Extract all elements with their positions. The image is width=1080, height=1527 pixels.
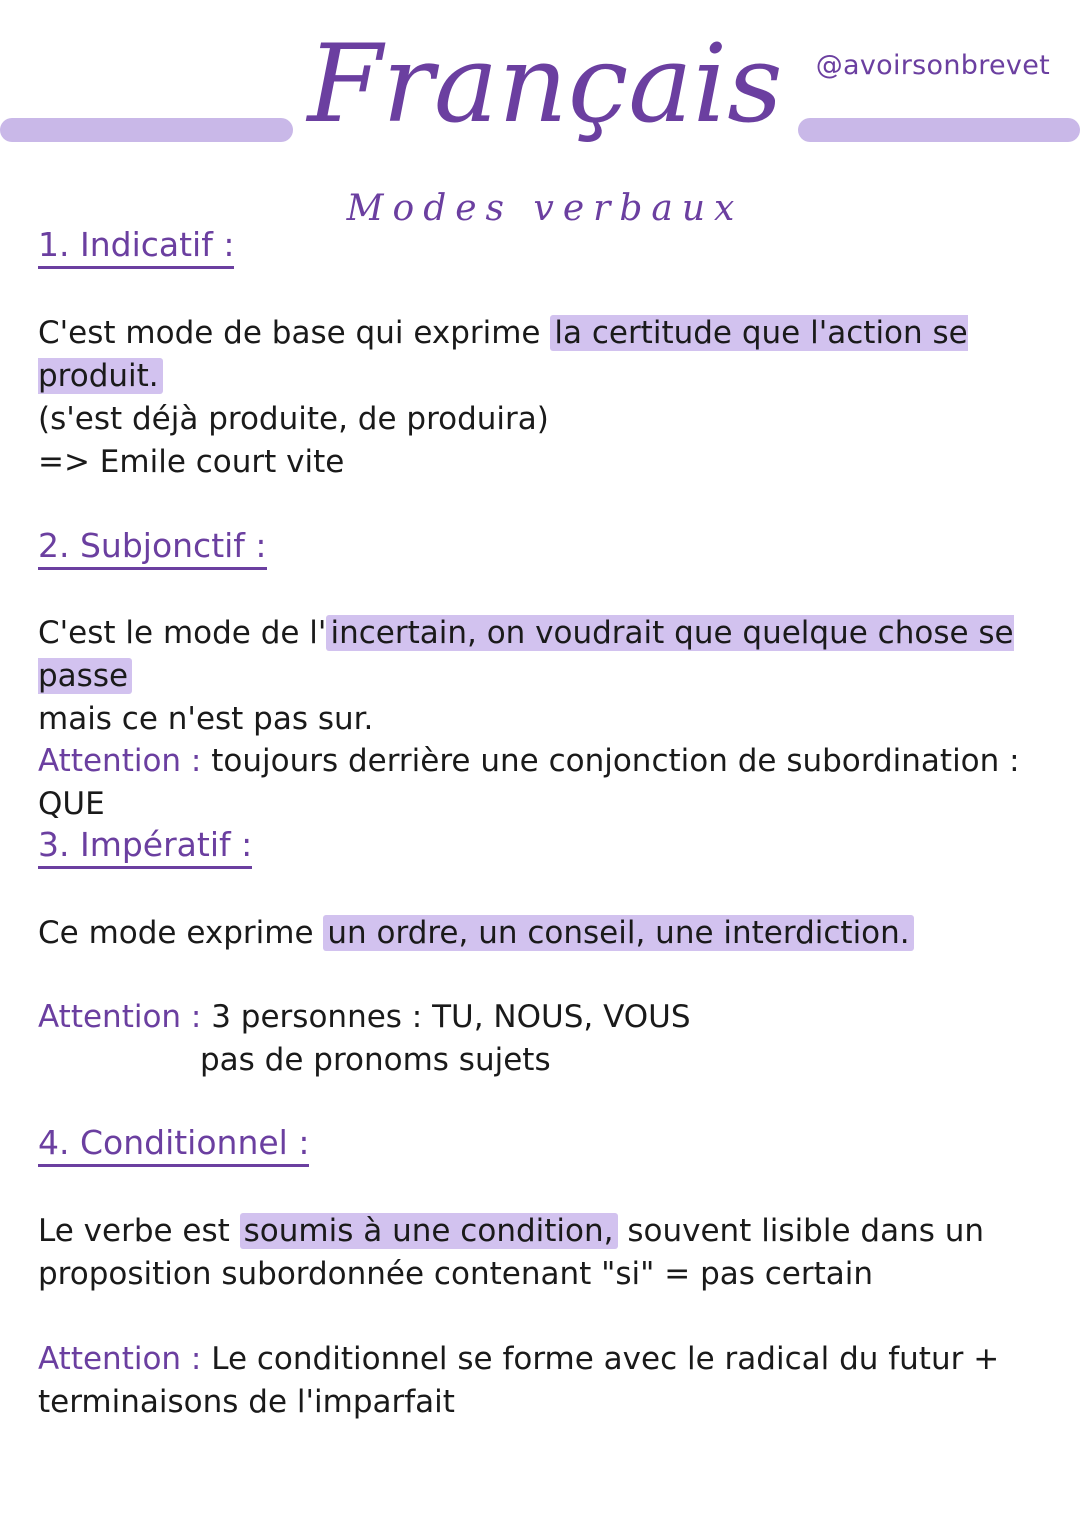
- attention-text: Le conditionnel se forme avec le radical du futur +: [201, 1341, 1000, 1377]
- body-text: proposition subordonnée contenant "si" = pas certain: [38, 1256, 874, 1292]
- body-text: souvent lisible dans un: [617, 1213, 985, 1249]
- section-heading-conditionnel: 4. Conditionnel :: [38, 1124, 309, 1167]
- header-rule-left: [0, 118, 293, 142]
- body-text: C'est le mode de l': [38, 615, 327, 651]
- highlighted-text: soumis à une condition,: [240, 1213, 618, 1249]
- body-text: Ce mode exprime: [38, 915, 324, 951]
- attention-label: Attention :: [38, 999, 202, 1035]
- body-text: mais ce n'est pas sur.: [38, 701, 374, 737]
- section-body-imperatif: [38, 912, 1040, 955]
- attention-text: 3 personnes : TU, NOUS, VOUS: [201, 999, 691, 1035]
- page-title: Français: [307, 22, 783, 147]
- body-text: (s'est déjà produite, de produira): [38, 401, 549, 437]
- page-subtitle: Modes verbaux: [346, 188, 744, 229]
- section-heading-indicatif: 1. Indicatif :: [38, 226, 234, 269]
- author-handle: @avoirsonbrevet: [815, 50, 1050, 81]
- attention-text: toujours derrière une conjonction de subordination : QUE: [38, 743, 1020, 822]
- highlighted-text: la certitude que l'action se produit.: [38, 315, 968, 394]
- attention-label: Attention :: [38, 743, 202, 779]
- section-body-indicatif: [38, 312, 1040, 441]
- attention-label: Attention :: [38, 1341, 202, 1377]
- attention-text: pas de pronoms sujets: [200, 1042, 551, 1078]
- section-body-subjonctif: [38, 612, 1040, 741]
- example-text: => Emile court vite: [38, 444, 345, 480]
- attention-note: [38, 740, 1040, 826]
- section-heading-subjonctif: 2. Subjonctif :: [38, 527, 267, 570]
- attention-note: [38, 1338, 1040, 1424]
- attention-note: [38, 996, 1040, 1082]
- highlighted-text: un ordre, un conseil, une interdiction.: [323, 915, 913, 951]
- attention-text: terminaisons de l'imparfait: [38, 1384, 455, 1420]
- section-body-conditionnel: [38, 1210, 1040, 1296]
- header-rule-right: [798, 118, 1080, 142]
- body-text: C'est mode de base qui exprime: [38, 315, 551, 351]
- highlighted-text: incertain, on voudrait que quelque chose se passe: [38, 615, 1014, 694]
- body-text: Le verbe est: [38, 1213, 240, 1249]
- section-heading-imperatif: 3. Impératif :: [38, 826, 252, 869]
